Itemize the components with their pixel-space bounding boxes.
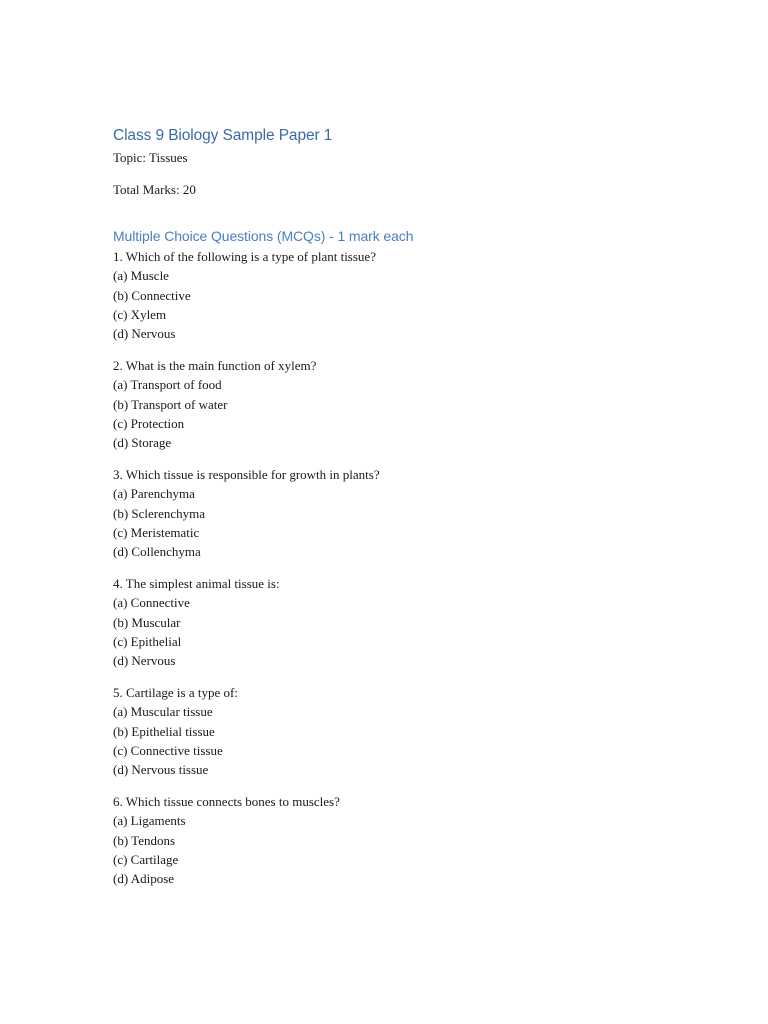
question-list [113,247,713,888]
question-text: 5. Cartilage is a type of: [113,684,238,700]
topic-line: Topic: Tissues [113,150,188,165]
option-a: (a) Transport of food [113,377,222,393]
option-c: (c) Connective tissue [113,742,223,758]
question-3 [113,465,713,561]
option-b: (b) Tendons [113,832,176,848]
question-5 [113,683,713,779]
option-b: (b) Epithelial tissue [113,723,215,739]
option-c: (c) Meristematic [113,524,200,540]
option-b: (b) Connective [113,287,191,303]
question-text: 2. What is the main function of xylem? [113,357,317,373]
option-c: (c) Xylem [113,306,167,322]
question-text: 6. Which tissue connects bones to muscles? [113,793,340,809]
option-a: (a) Muscular tissue [113,704,213,720]
page-title: Class 9 Biology Sample Paper 1 [113,127,333,144]
question-text: 3. Which tissue is responsible for growth in plants? [113,466,380,482]
option-d: (d) Nervous [113,653,176,669]
option-d: (d) Nervous [113,326,176,342]
question-2 [113,356,713,452]
question-text: 1. Which of the following is a type of plant tissue? [113,249,376,264]
option-a: (a) Parenchyma [113,486,195,502]
question-text: 4. The simplest animal tissue is: [113,575,280,591]
option-d: (d) Nervous tissue [113,762,209,778]
option-c: (c) Epithelial [113,633,182,649]
question-1 [113,247,713,343]
option-d: (d) Storage [113,435,172,451]
option-c: (c) Cartilage [113,851,179,867]
option-a: (a) Connective [113,595,190,611]
question-6 [113,792,713,888]
option-b: (b) Transport of water [113,396,228,412]
option-b: (b) Sclerenchyma [113,505,206,521]
option-b: (b) Muscular [113,614,181,630]
section-heading-mcq: Multiple Choice Questions (MCQs) - 1 mark each [113,228,414,244]
option-d: (d) Adipose [113,871,175,887]
option-d: (d) Collenchyma [113,544,201,560]
option-a: (a) Ligaments [113,813,186,829]
option-c: (c) Protection [113,415,185,431]
question-4 [113,574,713,670]
total-marks-line: Total Marks: 20 [113,182,196,197]
document-page [113,124,713,888]
option-a: (a) Muscle [113,268,169,284]
